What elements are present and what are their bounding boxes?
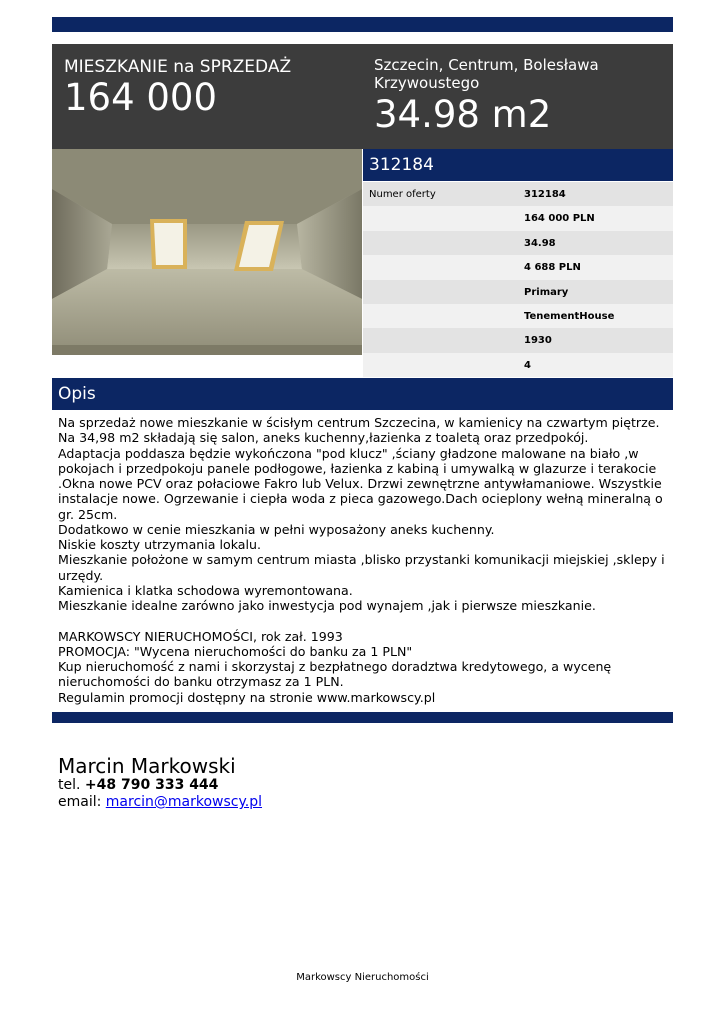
table-row [363, 353, 673, 377]
property-photo [52, 149, 362, 355]
description-line: Niskie koszty utrzymania lokalu. [58, 537, 261, 552]
bottom-accent-bar [52, 712, 673, 723]
description-title: Opis [58, 384, 96, 404]
table-row [363, 206, 673, 230]
description-header [52, 378, 673, 410]
agent-email-link[interactable]: marcin@markowscy.pl [105, 794, 263, 810]
agent-email-prefix: email: [58, 794, 102, 810]
table-row [363, 231, 673, 255]
description-line: Mieszkanie położone w samym centrum miasta ,blisko przystanki komunikacji miejskiej ,sklepy i urzędy. [58, 552, 665, 583]
offer-id: 312184 [369, 155, 434, 175]
row-value: 164 000 PLN [524, 213, 595, 225]
agent-name: Marcin Markowski [58, 754, 236, 778]
description-line: Na sprzedaż nowe mieszkanie w ścisłym centrum Szczecina, w kamienicy na czwartym piętrze. Na 34,98 m2 składają się salon, aneks kuchenny,łazienka z toaletą oraz przedpokój. [58, 415, 660, 446]
row-value: 312184 [524, 189, 566, 200]
row-value: 4 688 PLN [524, 262, 581, 274]
description-line: Dodatkowo w cenie mieszkania w pełni wyposażony aneks kuchenny. [58, 521, 495, 537]
listing-location: Szczecin, Centrum, Bolesława Krzywoustego [374, 56, 599, 92]
listing-area: 34.98 m2 [374, 93, 552, 136]
table-row [363, 304, 673, 328]
description-body [58, 415, 668, 705]
row-value: 34.98 [524, 237, 556, 249]
agent-email [58, 794, 262, 810]
table-row [363, 280, 673, 304]
description-line: Kup nieruchomość z nami i skorzystaj z bezpłatnego doradztwa kredytowego, a wycenę nieruchomości do banku otrzymasz za 1 PLN. [58, 659, 612, 690]
description-blank-line [58, 613, 668, 628]
description-line: Mieszkanie idealne zarówno jako inwestycja pod wynajem ,jak i pierwsze mieszkanie. [58, 598, 596, 613]
agent-phone-prefix: tel. [58, 777, 81, 793]
top-accent-bar [52, 17, 673, 32]
offer-id-bar [363, 149, 673, 181]
description-line: PROMOCJA: "Wycena nieruchomości do banku za 1 PLN" [58, 643, 413, 659]
table-row [363, 255, 673, 279]
table-row [363, 182, 673, 206]
description-line: Adaptacja poddasza będzie wykończona "pod klucz" ,ściany gładzone malowane na biało ,w pokojach i przedpokoju panele podłogowe, łazienka z kabiną i umywalką w glazurze i terakocie .Okna nowe PCV oraz połaciowe Fakro lub Velux. Drzwi zewnętrzne antywłamaniowe. Wszystkie instalacje nowe. Ogrzewanie i ciepła woda z pieca gazowego.Dach ocieplony wełną mineralną o gr. 25cm. [58, 445, 663, 522]
row-value: 4 [524, 359, 531, 371]
listing-header [52, 44, 673, 149]
row-value: 1930 [524, 335, 552, 347]
agent-phone-number: +48 790 333 444 [84, 777, 219, 793]
description-line: Kamienica i klatka schodowa wyremontowana. [58, 582, 353, 598]
table-row [363, 328, 673, 352]
listing-price: 164 000 [64, 76, 218, 119]
description-line: Regulamin promocji dostępny na stronie www.markowscy.pl [58, 689, 436, 705]
footer-company: Markowscy Nieruchomości [296, 972, 429, 983]
row-value: TenementHouse [524, 310, 615, 322]
agent-phone [58, 777, 218, 793]
description-line: MARKOWSCY NIERUCHOMOŚCI, rok zał. 1993 [58, 628, 343, 644]
listing-type: MIESZKANIE na SPRZEDAŻ [64, 57, 292, 77]
row-value: Primary [524, 286, 569, 298]
row-label: Numer oferty [369, 189, 436, 200]
offer-details-table [363, 182, 673, 377]
